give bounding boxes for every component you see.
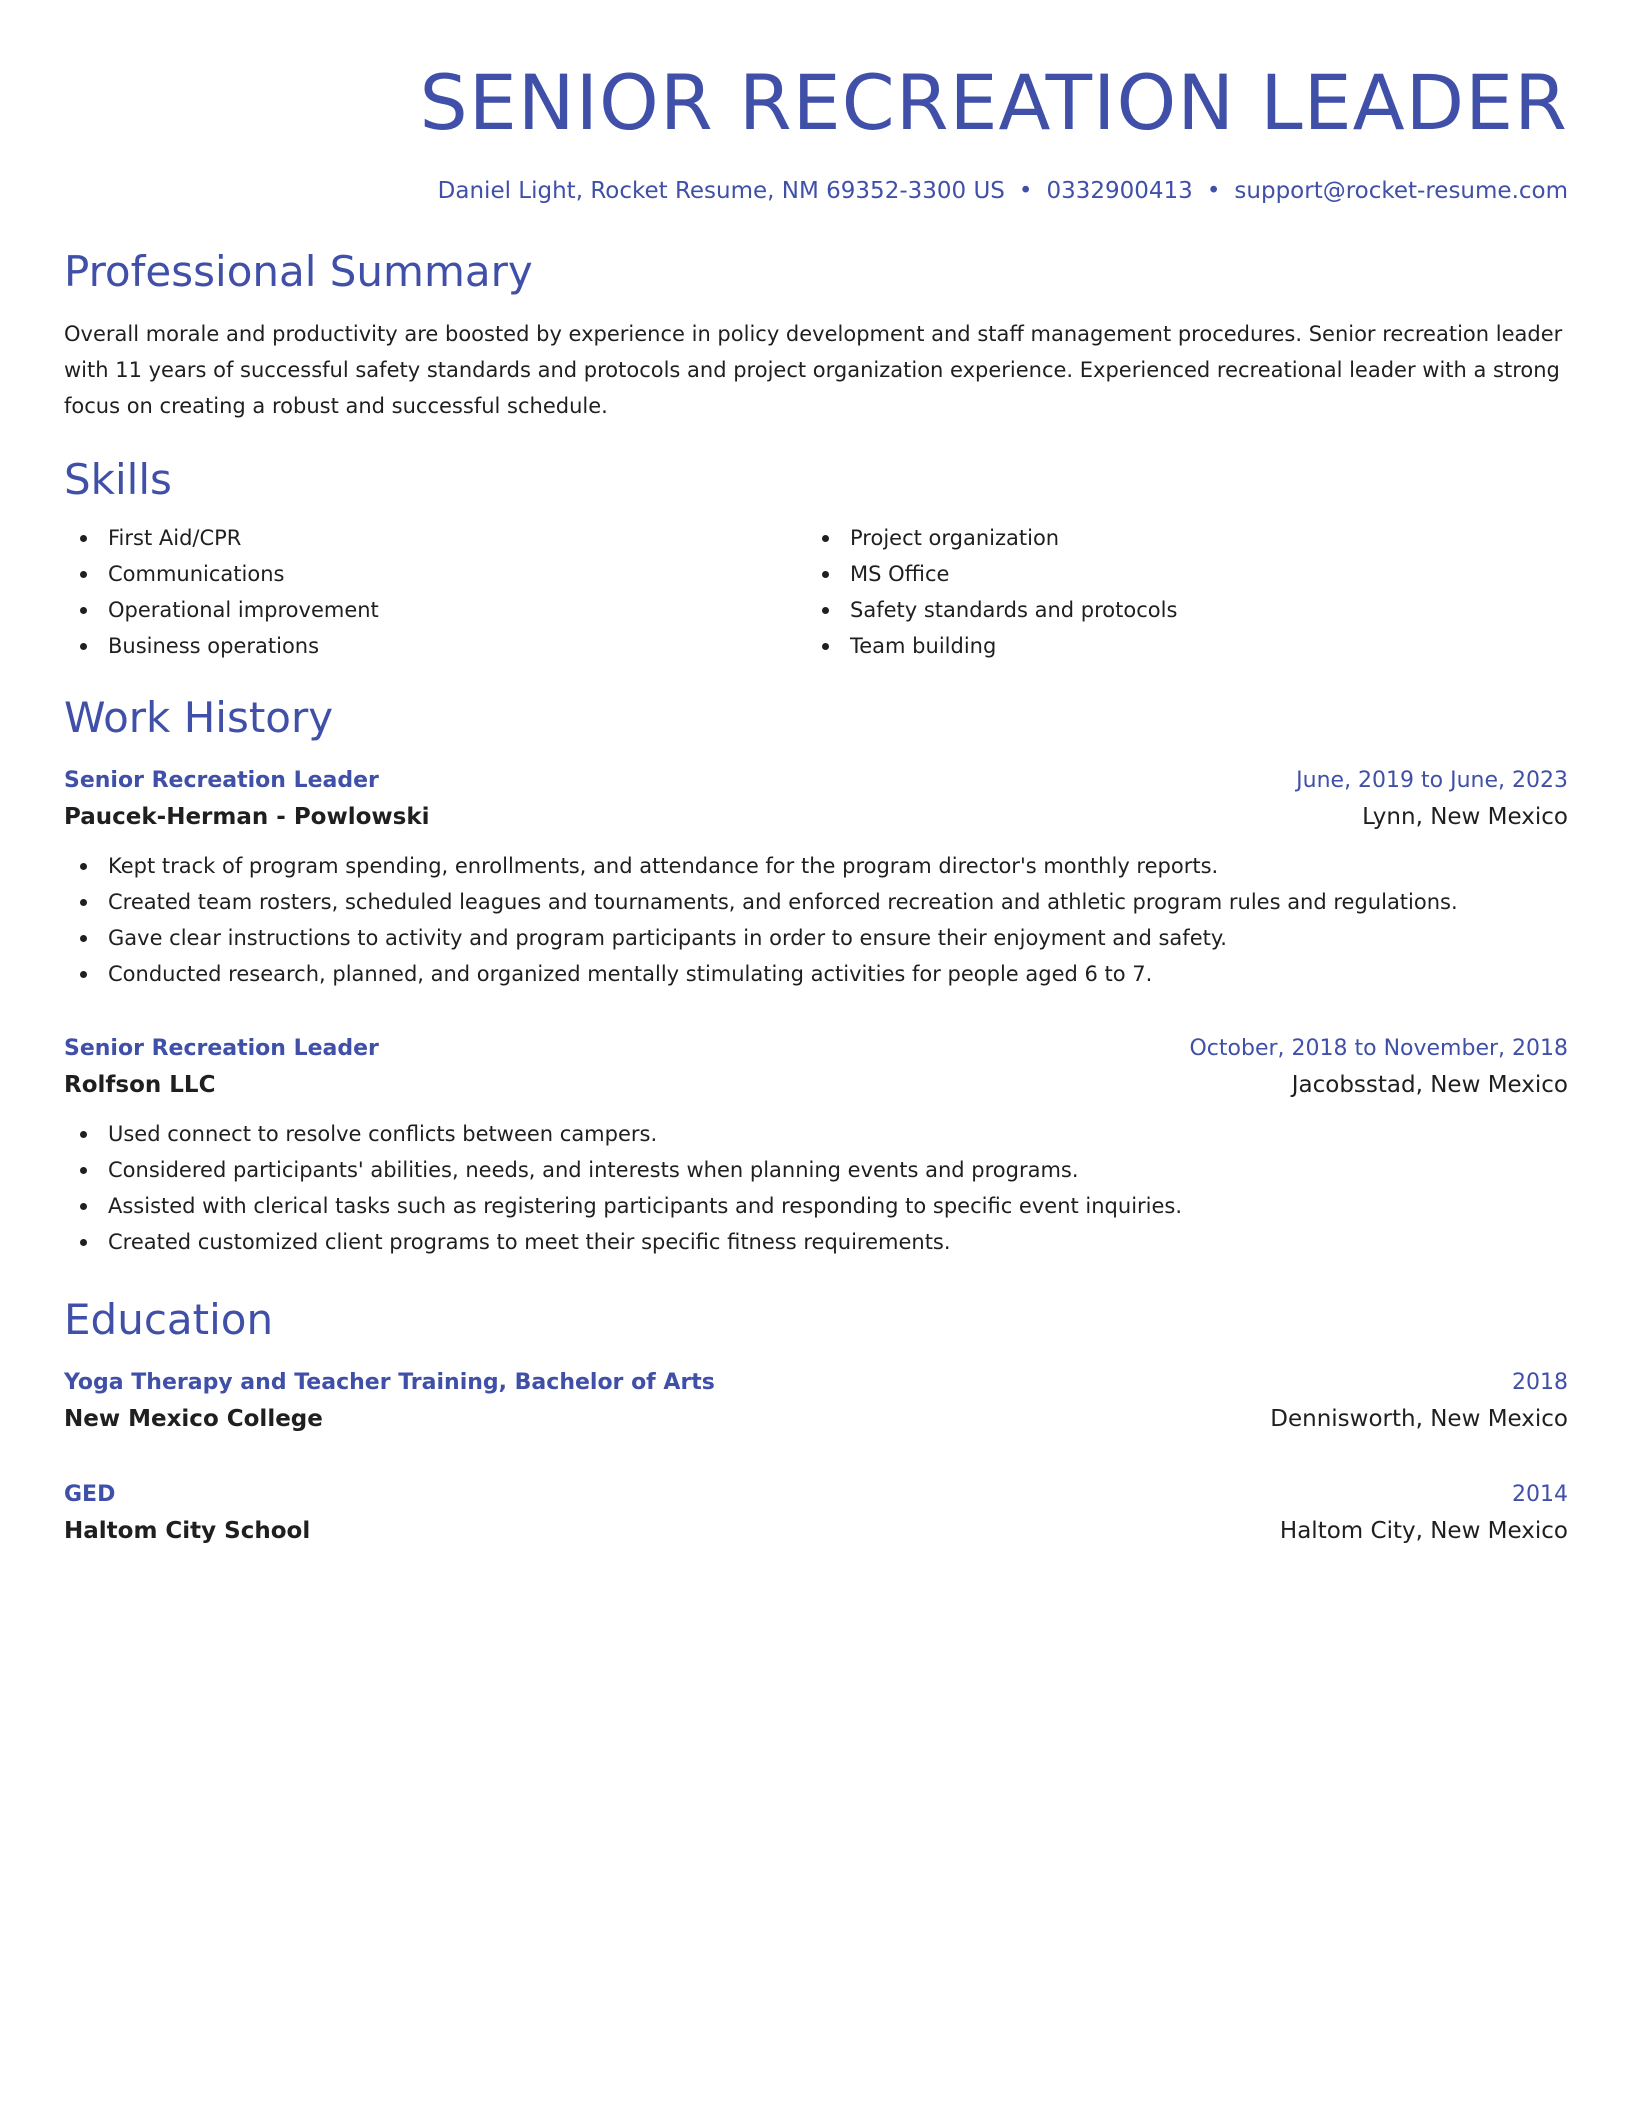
summary-text: Overall morale and productivity are boosted by experience in policy development and staff management procedures. Senior recreation leader with 11 years of successful safety standards and protocols and project organization experience. Experienced recreational leader with a strong focus on creating a robust and successful schedule.: [64, 322, 1563, 418]
resume-page: [64, 0, 1568, 1550]
education-school: New Mexico College: [64, 1406, 323, 1432]
skill-item: Communications: [64, 556, 806, 592]
contact-separator: •: [1018, 178, 1033, 204]
education-school: Haltom City School: [64, 1518, 311, 1544]
education-location: Dennisworth, New Mexico: [1270, 1406, 1568, 1432]
skill-item: MS Office: [806, 556, 1548, 592]
summary-heading: Professional Summary: [64, 247, 533, 296]
skill-item: Business operations: [64, 628, 806, 664]
job-title: Senior Recreation Leader: [64, 768, 379, 793]
job-company: Paucek-Herman - Powlowski: [64, 804, 430, 830]
job-entry: [64, 1032, 1568, 1260]
education-school-row: [64, 1512, 1568, 1550]
job-company-row: [64, 798, 1568, 836]
job-bullet: Created customized client programs to meet their specific fitness requirements.: [64, 1224, 1568, 1260]
skill-item: Operational improvement: [64, 592, 806, 628]
skill-item: First Aid/CPR: [64, 520, 806, 556]
education-location: Haltom City, New Mexico: [1279, 1518, 1568, 1544]
job-bullet: Assisted with clerical tasks such as registering participants and responding to specific event inquiries.: [64, 1188, 1568, 1224]
job-dates: June, 2019 to June, 2023: [1296, 768, 1568, 793]
job-company-row: [64, 1066, 1568, 1104]
skill-item: Team building: [806, 628, 1548, 664]
work-history-heading: Work History: [64, 693, 334, 742]
contact-line: [64, 176, 1568, 206]
job-bullet: Gave clear instructions to activity and program participants in order to ensure their enjoyment and safety.: [64, 920, 1568, 956]
skill-item: Project organization: [806, 520, 1548, 556]
job-bullets: [64, 848, 1568, 992]
job-entry: [64, 764, 1568, 992]
education-heading: Education: [64, 1295, 274, 1344]
job-company: Rolfson LLC: [64, 1072, 216, 1098]
contact-separator: •: [1206, 178, 1221, 204]
job-bullet: Created team rosters, scheduled leagues and tournaments, and enforced recreation and athletic program rules and regulations.: [64, 884, 1568, 920]
education-entry: [64, 1366, 1568, 1438]
job-bullet: Kept track of program spending, enrollments, and attendance for the program director's monthly reports.: [64, 848, 1568, 884]
job-bullet: Conducted research, planned, and organized mentally stimulating activities for people aged 6 to 7.: [64, 956, 1568, 992]
education-degree: Yoga Therapy and Teacher Training, Bachelor of Arts: [64, 1370, 715, 1395]
job-location: Jacobsstad, New Mexico: [1291, 1072, 1568, 1098]
job-bullets: [64, 1116, 1568, 1260]
skills-column-left: [64, 520, 806, 664]
contact-phone: 0332900413: [1046, 178, 1193, 204]
education-entry: [64, 1478, 1568, 1550]
education-school-row: [64, 1400, 1568, 1438]
education-header-row: [64, 1366, 1568, 1400]
job-location: Lynn, New Mexico: [1362, 804, 1568, 830]
education-year: 2014: [1512, 1482, 1568, 1507]
skills-heading: Skills: [64, 455, 172, 504]
job-dates: October, 2018 to November, 2018: [1189, 1036, 1568, 1061]
skills-column-right: [806, 520, 1548, 664]
contact-email: support@rocket-resume.com: [1234, 178, 1568, 204]
job-header-row: [64, 1032, 1568, 1066]
skill-item: Safety standards and protocols: [806, 592, 1548, 628]
education-degree: GED: [64, 1482, 116, 1507]
skills-grid: [64, 520, 1568, 664]
contact-address: Daniel Light, Rocket Resume, NM 69352-3300 US: [437, 178, 1005, 204]
job-header-row: [64, 764, 1568, 798]
education-header-row: [64, 1478, 1568, 1512]
job-bullet: Considered participants' abilities, needs, and interests when planning events and programs.: [64, 1152, 1568, 1188]
job-title: Senior Recreation Leader: [64, 1036, 379, 1061]
job-bullet: Used connect to resolve conflicts between campers.: [64, 1116, 1568, 1152]
education-year: 2018: [1512, 1370, 1568, 1395]
resume-title: SENIOR RECREATION LEADER: [419, 58, 1568, 147]
